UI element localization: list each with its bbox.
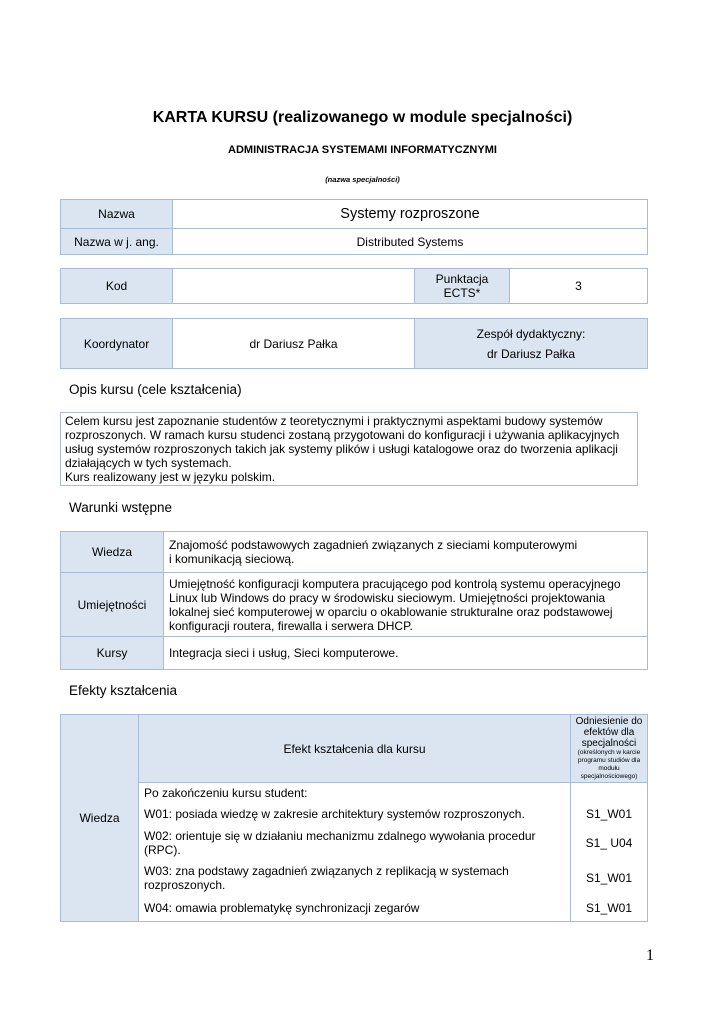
prereq-line: Znajomość podstawowych zagadnień związanych z sieciami komputerowymi [169, 538, 578, 552]
name-en-label: Nazwa w j. ang. [61, 229, 173, 255]
outcome-effect: W01: posiada wiedzę w zakresie architektury systemów rozproszonych. [139, 803, 571, 826]
description-line: działających w tych systemach. [65, 456, 232, 470]
description-line: Celem kursu jest zapoznanie studentów z teoretycznymi i praktycznymi aspektami budowy systemów [65, 414, 603, 428]
coordinator-label: Koordynator [61, 319, 173, 369]
outcome-ref: S1_W01 [571, 803, 648, 826]
course-code [173, 269, 415, 304]
team-label: Zespół dydaktyczny: [476, 326, 586, 341]
prereq-line: Integracja sieci i usług, Sieci komputerowe. [169, 646, 399, 660]
description-line: Kurs realizowany jest w języku polskim. [65, 470, 276, 484]
description-line: rozproszonych. W ramach kursu studenci zostaną przygotowani do konfiguracji i używania aplikacyjnych [65, 428, 620, 442]
prereq-line: i komunikacją sieciową. [169, 552, 295, 566]
col-effect-header: Efekt kształcenia dla kursu [139, 715, 571, 783]
specialty-name: ADMINISTRACJA SYSTEMAMI INFORMATYCZNYMI [228, 144, 497, 156]
prereq-line: konfiguracji routera, firewalla i serwera DHCP. [169, 618, 413, 633]
prereq-line: Umiejętność konfiguracji komputera pracującego pod kontrolą systemu operacyjnego [169, 576, 621, 591]
course-name-table [60, 199, 648, 255]
prerequisites-heading: Warunki wstępne [69, 500, 173, 515]
outcome-ref: S1_ U04 [571, 826, 648, 861]
name-label: Nazwa [61, 200, 173, 229]
description-box [60, 412, 638, 486]
outcomes-heading: Efekty kształcenia [69, 683, 178, 698]
prerequisites-table [60, 531, 648, 670]
prereq-label: Wiedza [61, 532, 164, 573]
description-line: usług systemów rozproszonych takich jak systemy plików i usługi katalogowe oraz do tworzenia aplikacji [65, 442, 618, 456]
outcomes-table [60, 714, 648, 922]
prereq-line: Linux lub Windows do pracy w środowisku sieciowym. Umiejętności projektowania [169, 590, 606, 605]
outcome-group: Wiedza [61, 715, 139, 922]
col-ref-header: Odniesienie do efektów dla specjalności [575, 716, 643, 749]
ects-label: Punktacja ECTS* [415, 269, 510, 304]
outcome-ref: S1_W01 [571, 861, 648, 896]
outcome-effect: W04: omawia problematykę synchronizacji zegarów [139, 896, 571, 922]
page-number: 1 [646, 947, 654, 964]
outcome-effect: W03: zna podstawy zagadnień związanych z replikacją w systemach rozproszonych. [139, 861, 571, 896]
specialty-caption: (nazwa specjalności) [325, 175, 400, 184]
outcome-intro: Po zakończeniu kursu student: [139, 783, 571, 803]
outcome-ref: S1_W01 [571, 896, 648, 922]
coordinator-table [60, 318, 648, 369]
col-ref-note: (określonych w karcie programu studiów dla modułu specjalnościowego) [577, 749, 641, 780]
outcome-effect: W02: orientuje się w działaniu mechanizmu zdalnego wywołania procedur (RPC). [139, 826, 571, 861]
ects-value: 3 [510, 269, 648, 304]
prereq-line: lokalnej sieć komputerowej w oparciu o okablowanie strukturalne oraz podstawowej [169, 604, 613, 619]
course-name-en: Distributed Systems [173, 229, 648, 255]
prereq-label: Kursy [61, 637, 164, 670]
code-table [60, 268, 648, 304]
code-label: Kod [61, 269, 173, 304]
coordinator-value: dr Dariusz Pałka [173, 319, 415, 369]
course-name: Systemy rozproszone [173, 200, 648, 229]
prereq-label: Umiejętności [61, 573, 164, 637]
team-value: dr Dariusz Pałka [486, 346, 576, 361]
page-title: KARTA KURSU (realizowanego w module specjalności) [152, 109, 573, 126]
description-heading: Opis kursu (cele kształcenia) [69, 382, 242, 397]
